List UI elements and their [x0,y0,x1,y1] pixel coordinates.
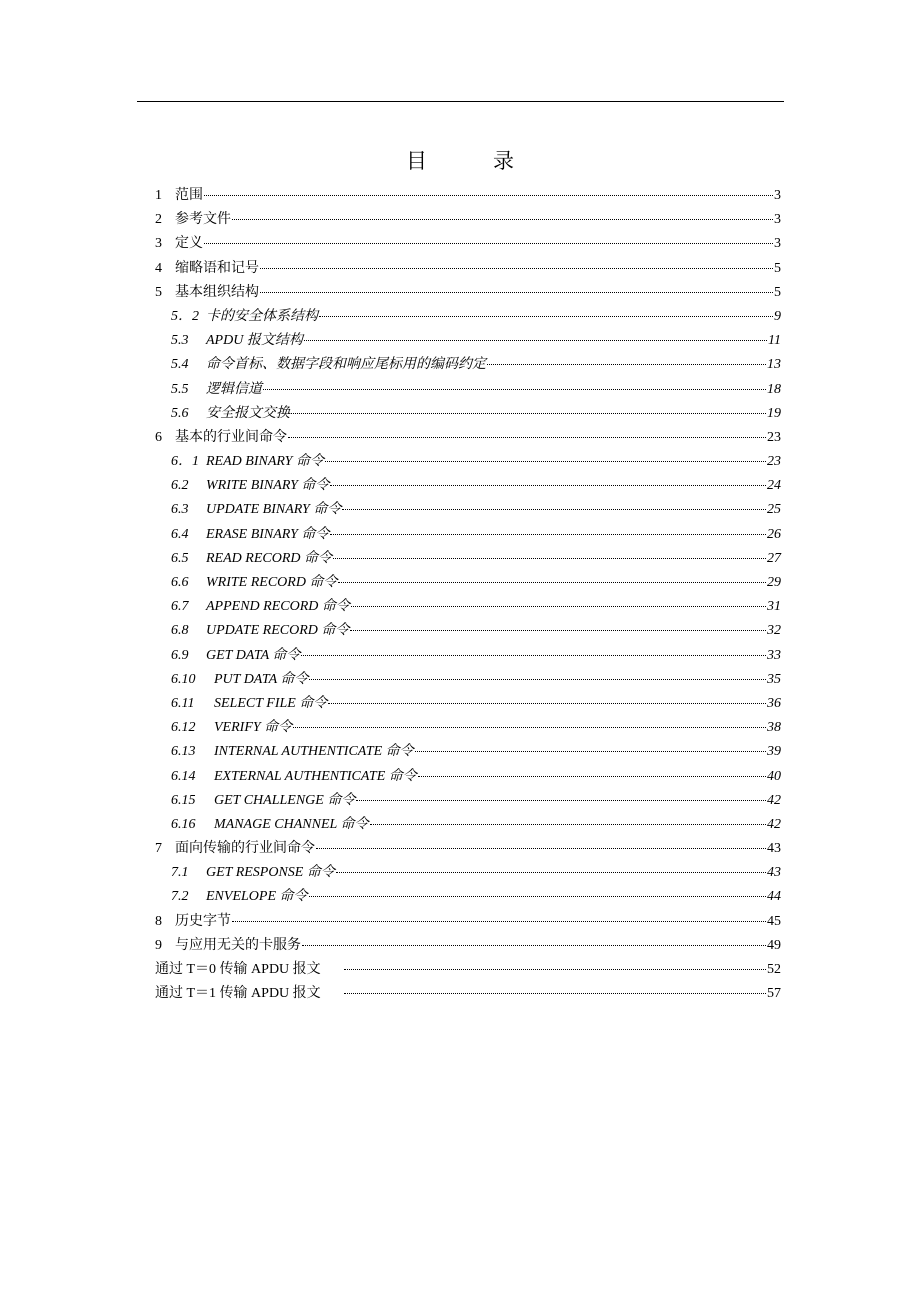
dot-leader [333,544,766,559]
toc-entry-page-number: 39 [767,744,781,760]
toc-entry-label: VERIFY 命令 [214,720,293,736]
toc-entry-number: 8 [155,913,162,929]
dot-leader [260,278,773,293]
toc-entry-number: 6.7 [171,599,189,615]
toc-entry-page-number: 25 [767,502,781,518]
toc-entry-page-number: 13 [767,357,781,373]
toc-entry-page-number: 31 [767,599,781,615]
toc-entry-label: SELECT FILE 命令 [214,695,328,711]
toc-title [0,145,920,175]
toc-entry-number: 3 [155,236,162,252]
toc-entry-page-number: 23 [767,454,781,470]
dot-leader [291,399,766,414]
toc-entry-number: 7.2 [171,889,189,905]
toc-entry-number: 6.11 [171,695,195,711]
toc-entry-label: 命令首标、数据字段和响应尾标用的编码约定 [206,357,486,373]
dot-leader [263,375,766,390]
dot-leader [356,786,766,801]
toc-entry-page-number: 42 [767,792,781,808]
toc-entry-page-number: 23 [767,429,781,445]
toc-entry-number: 2 [155,212,162,228]
toc-entry-number: 6 [155,429,162,445]
dot-leader [336,858,766,873]
dot-leader [301,641,766,656]
dot-leader [328,689,766,704]
toc-entry-page-number: 3 [774,188,781,203]
toc-entry-label: 安全报文交换 [206,405,290,421]
dot-leader [338,568,766,583]
toc-entry-label: 历史字节 [175,913,231,929]
toc-entry-number: 6.15 [171,792,196,808]
dot-leader [342,495,766,510]
toc-entry-page-number: 35 [767,671,781,687]
dot-leader [232,907,766,922]
toc-entry-label: WRITE BINARY 命令 [206,478,330,494]
toc-entry-label: READ BINARY 命令 [206,454,324,470]
dot-leader [309,882,767,897]
toc-entry-page-number: 52 [767,962,781,977]
dot-leader [344,979,766,994]
dot-leader [344,955,766,970]
toc-entry-label: 基本的行业间命令 [175,429,287,445]
dot-leader [302,931,766,946]
toc-entry-label: GET RESPONSE 命令 [206,865,335,881]
dot-leader [415,737,766,752]
toc-entry-page-number: 45 [767,913,781,929]
toc-entry-page-number: 57 [767,986,781,1002]
toc-entry-page-number: 29 [767,575,781,590]
toc-entry-number: 6.12 [171,720,196,736]
toc-entry-page-number: 44 [767,889,781,905]
dot-leader [232,205,773,220]
dot-leader [487,350,766,365]
toc-entry-label: APPEND RECORD 命令 [206,599,350,615]
toc-entry-number: 4 [155,260,162,276]
toc-entry-page-number: 38 [767,720,781,736]
toc-entry-label: EXTERNAL AUTHENTICATE 命令 [214,768,417,784]
dot-leader [304,326,767,341]
toc-entry-label: UPDATE BINARY 命令 [206,502,342,518]
toc-entry-label: 逻辑信道 [206,381,262,397]
toc-entry-page-number: 3 [774,236,781,252]
toc-entry-page-number: 32 [767,623,781,639]
toc-entry-number: 6.5 [171,550,189,566]
dot-leader [350,616,766,631]
toc-entry-label: ENVELOPE 命令 [206,889,308,905]
toc-entry-label: 与应用无关的卡服务 [175,937,301,953]
toc-title-char-2: 录 [493,149,514,173]
toc-entry-label: 参考文件 [175,212,231,228]
toc-entry-number: 5 [155,284,162,300]
dot-leader [330,520,766,535]
dot-leader [325,447,766,462]
toc-entry-number: 5.6 [171,405,189,421]
toc-entry-number: 6.2 [171,478,189,494]
toc-entry-label: 卡的安全体系结构 [206,308,318,324]
toc-entry-number: 5.5 [171,381,189,397]
dot-leader [288,423,766,438]
dot-leader [319,302,773,317]
toc-entry-label: APDU 报文结构 [206,333,303,349]
dot-leader [293,713,766,728]
toc-entry-page-number: 43 [767,841,781,857]
dot-leader [330,471,766,486]
toc-entry-label: 缩略语和记号 [175,260,259,276]
toc-entry-number: 7.1 [171,865,189,881]
toc-entry-number: 6.3 [171,502,189,518]
toc-entry-page-number: 19 [767,405,781,421]
toc-entry[interactable] [155,982,781,1006]
toc-entry-label: INTERNAL AUTHENTICATE 命令 [214,744,414,760]
toc-entry-label: 面向传输的行业间命令 [175,841,315,857]
dot-leader [309,665,766,680]
toc-title-char-1: 目 [406,149,427,173]
header-rule [137,101,784,102]
dot-leader [260,254,773,269]
toc-entry-label: 范围 [175,188,203,203]
toc-entry-page-number: 26 [767,526,781,542]
toc-entry-label: MANAGE CHANNEL 命令 [214,816,369,832]
toc-entry-label: 通过 T＝0 传输 APDU 报文 [155,962,321,977]
dot-leader [204,229,773,244]
toc-entry-number: 6.13 [171,744,196,760]
toc-entry-number: 5．2 [171,308,199,324]
toc-entry-label: 通过 T＝1 传输 APDU 报文 [155,986,321,1002]
toc-entry-label: ERASE BINARY 命令 [206,526,330,542]
toc-entry-label: PUT DATA 命令 [214,671,309,687]
toc-entry-page-number: 5 [774,284,781,300]
toc-entry-page-number: 33 [767,647,781,663]
table-of-contents [155,184,781,1006]
toc-entry-page-number: 24 [767,478,781,494]
toc-entry-number: 5.4 [171,357,189,373]
toc-entry-number: 1 [155,188,162,203]
toc-entry-page-number: 9 [774,308,781,324]
toc-entry-label: 定义 [175,236,203,252]
dot-leader [418,762,766,777]
toc-entry-number: 6．1 [171,454,199,470]
toc-entry-number: 6.16 [171,816,196,832]
toc-entry-number: 6.6 [171,575,189,590]
toc-entry-label: GET CHALLENGE 命令 [214,792,356,808]
toc-entry-number: 7 [155,841,162,857]
toc-entry-page-number: 3 [774,212,781,228]
toc-entry-page-number: 36 [767,695,781,711]
toc-entry-number: 9 [155,937,162,953]
toc-entry-page-number: 11 [768,333,781,349]
dot-leader [370,810,766,825]
toc-entry-label: READ RECORD 命令 [206,550,332,566]
toc-entry-label: WRITE RECORD 命令 [206,575,338,590]
toc-entry-label: GET DATA 命令 [206,647,301,663]
toc-entry-page-number: 18 [767,381,781,397]
toc-entry-page-number: 49 [767,937,781,953]
dot-leader [204,181,773,196]
toc-entry-page-number: 40 [767,768,781,784]
toc-entry-number: 6.4 [171,526,189,542]
dot-leader [351,592,766,607]
toc-entry-number: 6.8 [171,623,189,639]
dot-leader [316,834,766,849]
toc-entry-page-number: 27 [767,550,781,566]
toc-entry-page-number: 43 [767,865,781,881]
toc-entry-page-number: 5 [774,260,781,276]
toc-entry-number: 5.3 [171,333,189,349]
toc-entry-number: 6.14 [171,768,196,784]
toc-entry-label: 基本组织结构 [175,284,259,300]
toc-entry-number: 6.9 [171,647,189,663]
toc-entry-label: UPDATE RECORD 命令 [206,623,350,639]
toc-entry-page-number: 42 [767,816,781,832]
toc-entry-number: 6.10 [171,671,196,687]
